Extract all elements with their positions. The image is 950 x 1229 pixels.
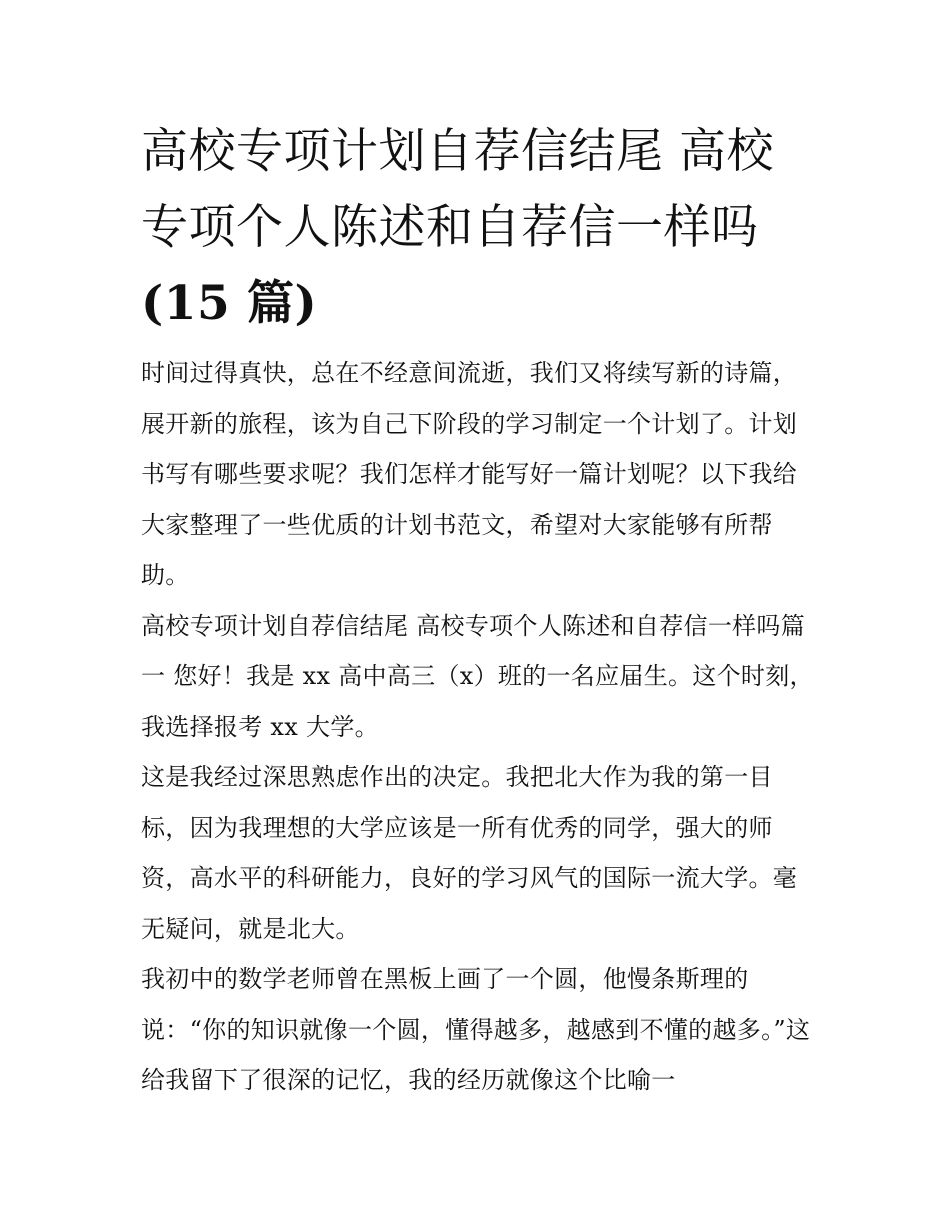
decision-paragraph: 这是我经过深思熟虑作出的决定。我把北大作为我的第一目标，因为我理想的大学应该是一所有优秀的同学，强大的师资，高水平的科研能力，良好的学习风气的国际一流大学。毫无疑问，就是北大。 — [141, 763, 798, 943]
title-article-count: (15 篇) — [141, 276, 318, 331]
title-line-2: 专项个人陈述和自荐信一样吗 — [141, 200, 759, 255]
article-one-opening-paragraph: 高校专项计划自荐信结尾 高校专项个人陈述和自荐信一样吗篇一 您好！我是 xx 高中高三（x）班的一名应届生。这个时刻，我选择报考 xx 大学。 — [141, 611, 814, 741]
document-body — [141, 348, 821, 1106]
document-content — [141, 114, 821, 1106]
document-title — [141, 114, 821, 342]
teacher-circle-paragraph: 我初中的数学老师曾在黑板上画了一个圆，他慢条斯理的说：“你的知识就像一个圆，懂得越多，越感到不懂的越多。”这给我留下了很深的记忆，我的经历就像这个比喻一 — [141, 965, 811, 1094]
intro-paragraph: 时间过得真快，总在不经意间流逝，我们又将续写新的诗篇，展开新的旅程，该为自己下阶段的学习制定一个计划了。计划书写有哪些要求呢？我们怎样才能写好一篇计划呢？以下我给大家整理了一些优质的计划书范文，希望对大家能够有所帮助。 — [141, 359, 798, 589]
title-line-1: 高校专项计划自荐信结尾 高校 — [141, 124, 774, 179]
